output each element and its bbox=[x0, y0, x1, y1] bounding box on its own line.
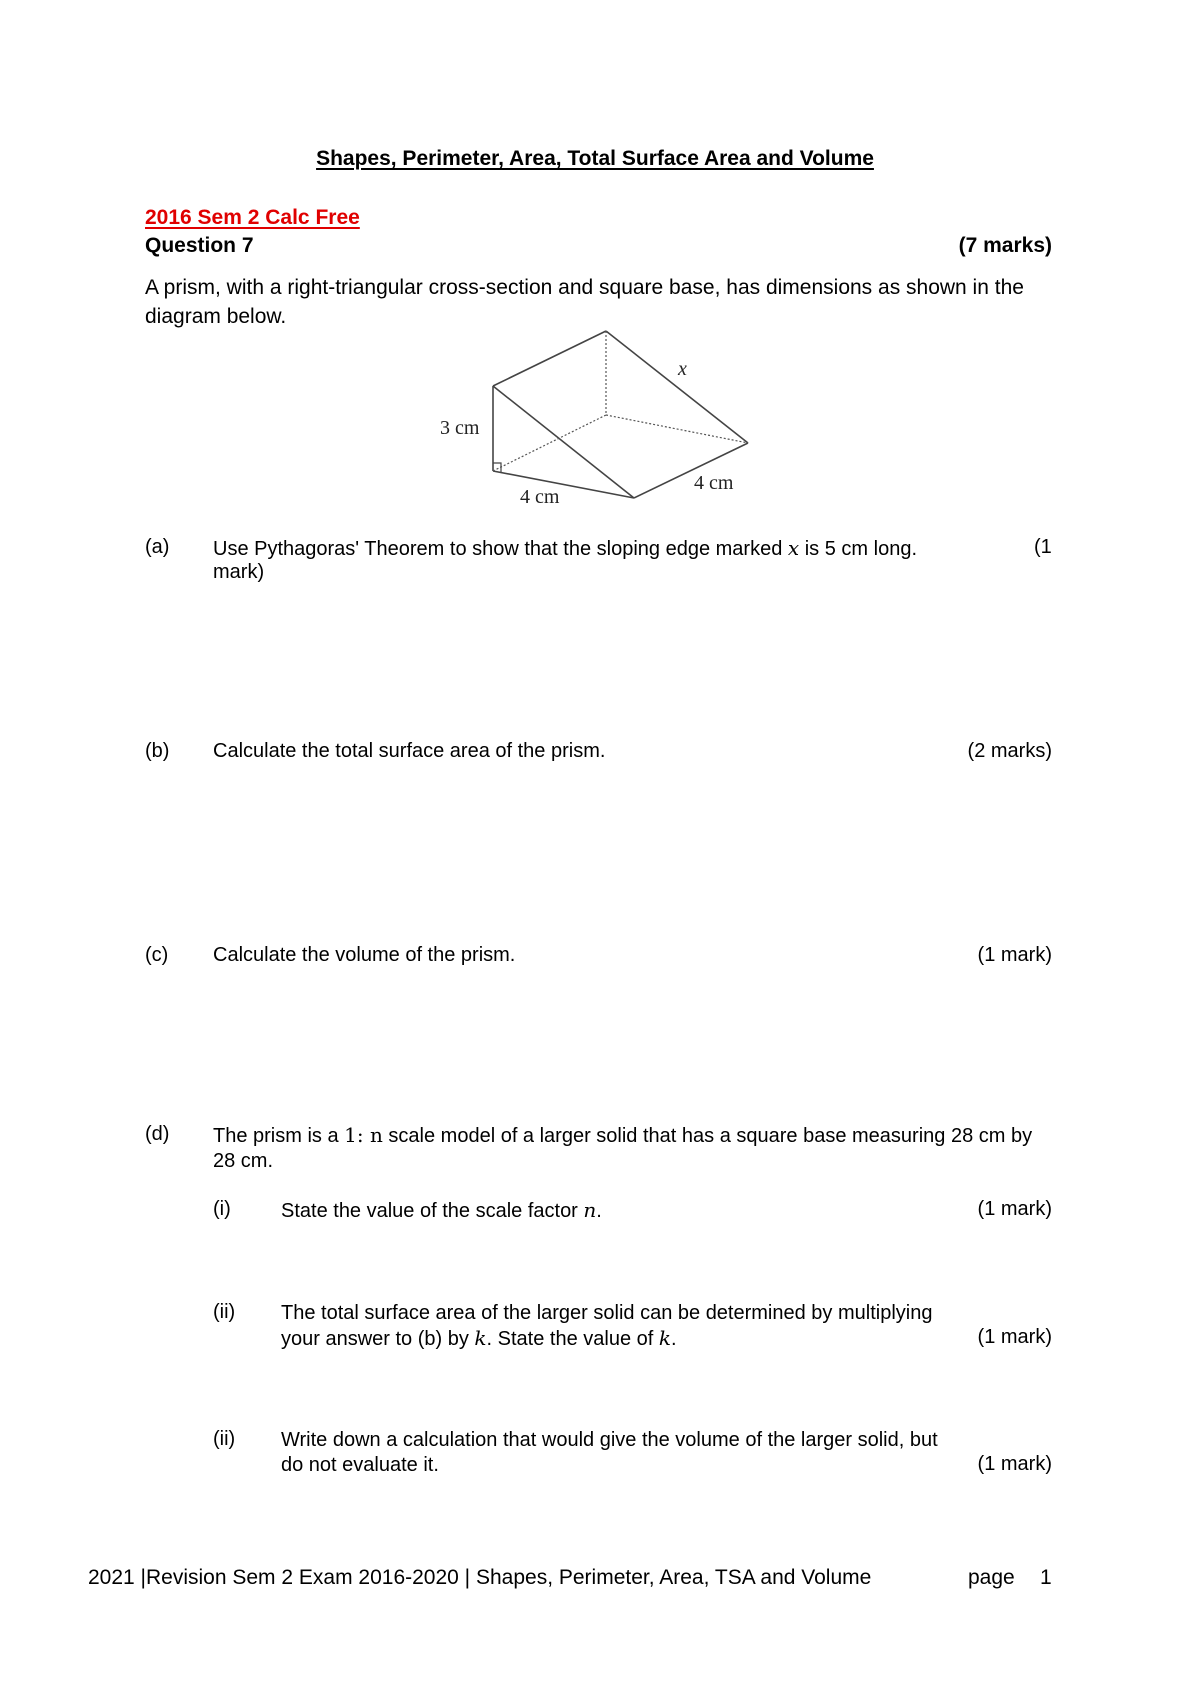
label-height: 3 cm bbox=[440, 417, 480, 439]
part-b-marks: (2 marks) bbox=[967, 740, 1052, 762]
part-d-ii-text bbox=[281, 1301, 961, 1352]
label-side-base: 4 cm bbox=[694, 472, 734, 494]
edge-back-slope bbox=[606, 331, 748, 443]
part-a-label: (a) bbox=[145, 536, 170, 558]
part-d-iii-marks: (1 mark) bbox=[977, 1453, 1052, 1475]
source-heading: 2016 Sem 2 Calc Free bbox=[145, 206, 360, 229]
ratio-1-n: 1: n bbox=[344, 1123, 383, 1147]
part-a-text-2: is 5 cm long. bbox=[799, 538, 917, 560]
label-front-base: 4 cm bbox=[520, 486, 560, 508]
footer-text: 2021 |Revision Sem 2 Exam 2016-2020 | Shapes, Perimeter, Area, TSA and Volume bbox=[88, 1566, 872, 1589]
var-x: x bbox=[787, 536, 800, 560]
part-d-iii-label: (ii) bbox=[213, 1428, 236, 1450]
part-b-text: Calculate the total surface area of the prism. bbox=[213, 740, 606, 762]
question-intro: A prism, with a right-triangular cross-section and square base, has dimensions as shown in the diagram below. bbox=[145, 276, 1024, 328]
part-d-ii-label: (ii) bbox=[213, 1301, 236, 1323]
edge-top-ridge bbox=[493, 331, 606, 386]
var-k: k bbox=[474, 1326, 487, 1350]
part-c-marks: (1 mark) bbox=[977, 944, 1052, 966]
question-marks: (7 marks) bbox=[958, 234, 1052, 257]
part-a-text-1: Use Pythagoras' Theorem to show that the sloping edge marked bbox=[213, 538, 788, 560]
part-d-i-marks: (1 mark) bbox=[977, 1198, 1052, 1220]
part-d-ii-text-2: . State the value of bbox=[486, 1328, 659, 1350]
hidden-edge-back-base bbox=[606, 415, 748, 443]
part-d-ii-text-3: . bbox=[671, 1328, 677, 1350]
part-d-i-label: (i) bbox=[213, 1198, 231, 1220]
part-d-i-text bbox=[281, 1198, 602, 1223]
part-d-ii-marks: (1 mark) bbox=[977, 1326, 1052, 1348]
part-a-text bbox=[213, 536, 917, 562]
part-d-ii-text-1: The total surface area of the larger solid can be determined by multiplying your answer to (b) by bbox=[281, 1302, 933, 1350]
part-b-label: (b) bbox=[145, 740, 170, 762]
var-n: n bbox=[583, 1198, 597, 1222]
part-c-text: Calculate the volume of the prism. bbox=[213, 944, 516, 966]
part-d-label: (d) bbox=[145, 1123, 170, 1145]
part-d-i-text-1: State the value of the scale factor bbox=[281, 1200, 584, 1222]
part-d-iii-text: Write down a calculation that would give the volume of the larger solid, but do not evaluate it. bbox=[281, 1429, 938, 1476]
footer-page-label: page bbox=[968, 1566, 1015, 1589]
question-label: Question 7 bbox=[145, 234, 254, 257]
edge-front-slope bbox=[493, 386, 634, 498]
part-a-marks-1: (1 bbox=[1034, 536, 1052, 558]
part-a-marks-2: mark) bbox=[213, 561, 265, 583]
edge-front-base bbox=[493, 471, 634, 498]
part-c-label: (c) bbox=[145, 944, 169, 966]
part-d-text bbox=[213, 1123, 1053, 1174]
label-slope: x bbox=[678, 358, 687, 380]
part-d-i-text-2: . bbox=[596, 1200, 602, 1222]
footer-page-number: 1 bbox=[1040, 1566, 1052, 1589]
part-d-text-2: scale model of a larger solid that has a square base measuring 28 cm by 28 cm. bbox=[213, 1125, 1033, 1172]
part-d-text-1: The prism is a bbox=[213, 1125, 345, 1147]
page-title-text: Shapes, Perimeter, Area, Total Surface Area and Volume bbox=[316, 147, 874, 170]
prism-diagram bbox=[0, 0, 1190, 560]
var-k-2: k bbox=[658, 1326, 672, 1350]
